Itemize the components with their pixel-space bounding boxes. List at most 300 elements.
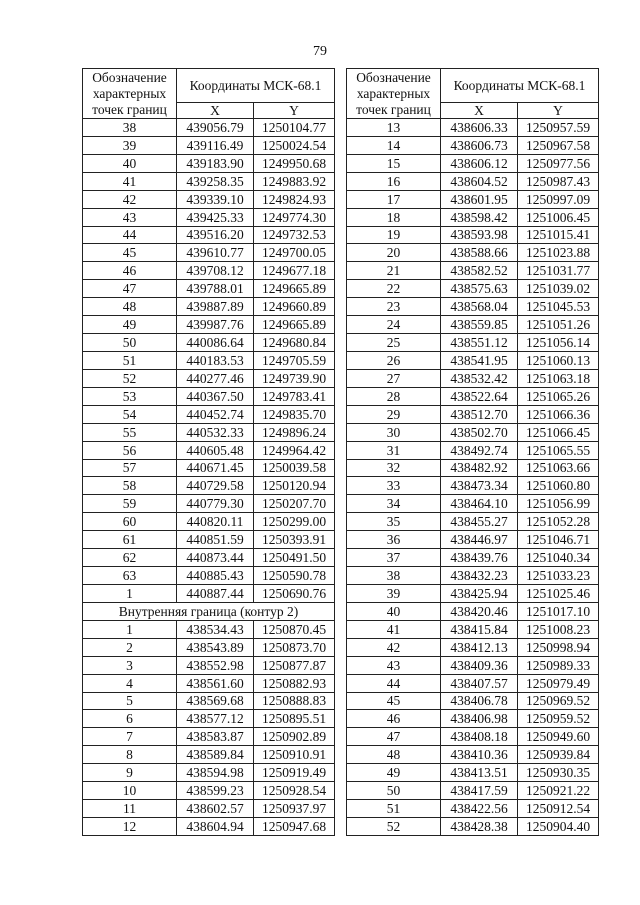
- point-id-cell: 10: [83, 782, 177, 800]
- y-coordinate-cell: 1251040.34: [518, 549, 599, 567]
- point-id-cell: 5: [83, 692, 177, 710]
- point-id-cell: 50: [347, 782, 441, 800]
- table-row: [83, 369, 335, 387]
- point-id-cell: 21: [347, 262, 441, 280]
- x-coordinate-cell: 438594.98: [177, 764, 254, 782]
- header-coords: Координаты МСК-68.1: [177, 69, 335, 103]
- table-row: [347, 423, 599, 441]
- point-id-cell: 49: [83, 316, 177, 334]
- table-row: [347, 764, 599, 782]
- point-id-cell: 28: [347, 387, 441, 405]
- point-id-cell: 57: [83, 459, 177, 477]
- table-row: [347, 728, 599, 746]
- table-row: [347, 477, 599, 495]
- point-id-cell: 36: [347, 531, 441, 549]
- y-coordinate-cell: 1251052.28: [518, 513, 599, 531]
- table-row: [347, 459, 599, 477]
- table-row: [83, 119, 335, 137]
- table-row: [347, 119, 599, 137]
- point-id-cell: 13: [347, 119, 441, 137]
- y-coordinate-cell: 1251065.55: [518, 441, 599, 459]
- point-id-cell: 15: [347, 154, 441, 172]
- table-row: [347, 746, 599, 764]
- point-id-cell: 59: [83, 495, 177, 513]
- y-coordinate-cell: 1251056.14: [518, 334, 599, 352]
- point-id-cell: 52: [83, 369, 177, 387]
- point-id-cell: 4: [83, 674, 177, 692]
- point-id-cell: 19: [347, 226, 441, 244]
- table-row: [83, 764, 335, 782]
- point-id-cell: 63: [83, 567, 177, 585]
- x-coordinate-cell: 438601.95: [441, 190, 518, 208]
- point-id-cell: 6: [83, 710, 177, 728]
- table-body-right: [347, 119, 599, 836]
- table-row: [83, 692, 335, 710]
- x-coordinate-cell: 438412.13: [441, 638, 518, 656]
- header-y: Y: [254, 103, 335, 119]
- point-id-cell: 37: [347, 549, 441, 567]
- table-row: [347, 154, 599, 172]
- point-id-cell: 27: [347, 369, 441, 387]
- x-coordinate-cell: 438464.10: [441, 495, 518, 513]
- x-coordinate-cell: 439258.35: [177, 172, 254, 190]
- x-coordinate-cell: 440887.44: [177, 584, 254, 602]
- x-coordinate-cell: 440452.74: [177, 405, 254, 423]
- point-id-cell: 51: [347, 800, 441, 818]
- table-row: [347, 334, 599, 352]
- table-row: [347, 513, 599, 531]
- y-coordinate-cell: 1251006.45: [518, 208, 599, 226]
- point-id-cell: 49: [347, 764, 441, 782]
- y-coordinate-cell: 1251023.88: [518, 244, 599, 262]
- table-row: [347, 136, 599, 154]
- y-coordinate-cell: 1251017.10: [518, 602, 599, 620]
- point-id-cell: 51: [83, 351, 177, 369]
- x-coordinate-cell: 438410.36: [441, 746, 518, 764]
- point-id-cell: 41: [83, 172, 177, 190]
- section-label: Внутренняя граница (контур 2): [83, 602, 335, 620]
- y-coordinate-cell: 1249665.89: [254, 280, 335, 298]
- point-id-cell: 42: [347, 638, 441, 656]
- table-row: [83, 351, 335, 369]
- y-coordinate-cell: 1251045.53: [518, 298, 599, 316]
- header-point: Обозначение характерных точек границ: [83, 69, 177, 119]
- table-row: [347, 817, 599, 835]
- y-coordinate-cell: 1251033.23: [518, 567, 599, 585]
- coordinates-table-right: [346, 68, 599, 836]
- y-coordinate-cell: 1250690.76: [254, 584, 335, 602]
- y-coordinate-cell: 1250902.89: [254, 728, 335, 746]
- header-x: X: [177, 103, 254, 119]
- point-id-cell: 39: [83, 136, 177, 154]
- point-id-cell: 43: [83, 208, 177, 226]
- page-number: 79: [313, 44, 327, 59]
- x-coordinate-cell: 439116.49: [177, 136, 254, 154]
- x-coordinate-cell: 440086.64: [177, 334, 254, 352]
- y-coordinate-cell: 1250979.49: [518, 674, 599, 692]
- y-coordinate-cell: 1250039.58: [254, 459, 335, 477]
- x-coordinate-cell: 438408.18: [441, 728, 518, 746]
- x-coordinate-cell: 438543.89: [177, 638, 254, 656]
- x-coordinate-cell: 440277.46: [177, 369, 254, 387]
- point-id-cell: 56: [83, 441, 177, 459]
- y-coordinate-cell: 1251063.66: [518, 459, 599, 477]
- point-id-cell: 31: [347, 441, 441, 459]
- y-coordinate-cell: 1249700.05: [254, 244, 335, 262]
- point-id-cell: 14: [347, 136, 441, 154]
- x-coordinate-cell: 438593.98: [441, 226, 518, 244]
- y-coordinate-cell: 1250957.59: [518, 119, 599, 137]
- table-row: [347, 226, 599, 244]
- point-id-cell: 22: [347, 280, 441, 298]
- table-row: [83, 656, 335, 674]
- table-row: [83, 190, 335, 208]
- x-coordinate-cell: 439610.77: [177, 244, 254, 262]
- x-coordinate-cell: 440873.44: [177, 549, 254, 567]
- table-row: [83, 441, 335, 459]
- point-id-cell: 46: [83, 262, 177, 280]
- point-id-cell: 38: [83, 119, 177, 137]
- x-coordinate-cell: 439788.01: [177, 280, 254, 298]
- y-coordinate-cell: 1250919.49: [254, 764, 335, 782]
- table-row: [347, 674, 599, 692]
- table-row: [347, 262, 599, 280]
- x-coordinate-cell: 438432.23: [441, 567, 518, 585]
- x-coordinate-cell: 438602.57: [177, 800, 254, 818]
- y-coordinate-cell: 1249896.24: [254, 423, 335, 441]
- y-coordinate-cell: 1250939.84: [518, 746, 599, 764]
- y-coordinate-cell: 1251060.13: [518, 351, 599, 369]
- y-coordinate-cell: 1250299.00: [254, 513, 335, 531]
- y-coordinate-cell: 1250928.54: [254, 782, 335, 800]
- y-coordinate-cell: 1250997.09: [518, 190, 599, 208]
- point-id-cell: 47: [347, 728, 441, 746]
- x-coordinate-cell: 438606.73: [441, 136, 518, 154]
- point-id-cell: 26: [347, 351, 441, 369]
- table-row: [347, 549, 599, 567]
- y-coordinate-cell: 1251066.36: [518, 405, 599, 423]
- table-row: [83, 674, 335, 692]
- x-coordinate-cell: 440183.53: [177, 351, 254, 369]
- point-id-cell: 1: [83, 620, 177, 638]
- y-coordinate-cell: 1249680.84: [254, 334, 335, 352]
- y-coordinate-cell: 1250895.51: [254, 710, 335, 728]
- table-row: [83, 531, 335, 549]
- point-id-cell: 45: [347, 692, 441, 710]
- x-coordinate-cell: 438589.84: [177, 746, 254, 764]
- point-id-cell: 54: [83, 405, 177, 423]
- y-coordinate-cell: 1250873.70: [254, 638, 335, 656]
- y-coordinate-cell: 1249774.30: [254, 208, 335, 226]
- x-coordinate-cell: 438417.59: [441, 782, 518, 800]
- y-coordinate-cell: 1250590.78: [254, 567, 335, 585]
- x-coordinate-cell: 440532.33: [177, 423, 254, 441]
- table-row: [83, 728, 335, 746]
- table-row: [83, 316, 335, 334]
- y-coordinate-cell: 1249883.92: [254, 172, 335, 190]
- y-coordinate-cell: 1251060.80: [518, 477, 599, 495]
- table-row: [83, 154, 335, 172]
- table-row: [83, 280, 335, 298]
- x-coordinate-cell: 438568.04: [441, 298, 518, 316]
- table-row: [347, 351, 599, 369]
- x-coordinate-cell: 438446.97: [441, 531, 518, 549]
- point-id-cell: 32: [347, 459, 441, 477]
- table-row: [347, 244, 599, 262]
- table-row: [83, 746, 335, 764]
- y-coordinate-cell: 1251015.41: [518, 226, 599, 244]
- point-id-cell: 25: [347, 334, 441, 352]
- table-row: [83, 226, 335, 244]
- coordinates-table-left: [82, 68, 335, 836]
- table-row: [83, 513, 335, 531]
- x-coordinate-cell: 438415.84: [441, 620, 518, 638]
- point-id-cell: 41: [347, 620, 441, 638]
- y-coordinate-cell: 1251039.02: [518, 280, 599, 298]
- table-row: [347, 692, 599, 710]
- table-row: [347, 531, 599, 549]
- table-row: [83, 817, 335, 835]
- table-row: [347, 208, 599, 226]
- point-id-cell: 40: [83, 154, 177, 172]
- point-id-cell: 42: [83, 190, 177, 208]
- y-coordinate-cell: 1249732.53: [254, 226, 335, 244]
- table-row: [347, 567, 599, 585]
- y-coordinate-cell: 1250207.70: [254, 495, 335, 513]
- y-coordinate-cell: 1249665.89: [254, 316, 335, 334]
- x-coordinate-cell: 438455.27: [441, 513, 518, 531]
- y-coordinate-cell: 1250959.52: [518, 710, 599, 728]
- y-coordinate-cell: 1249964.42: [254, 441, 335, 459]
- x-coordinate-cell: 440851.59: [177, 531, 254, 549]
- y-coordinate-cell: 1250882.93: [254, 674, 335, 692]
- y-coordinate-cell: 1250877.87: [254, 656, 335, 674]
- y-coordinate-cell: 1250998.94: [518, 638, 599, 656]
- x-coordinate-cell: 438575.63: [441, 280, 518, 298]
- point-id-cell: 55: [83, 423, 177, 441]
- x-coordinate-cell: 439708.12: [177, 262, 254, 280]
- table-row: [83, 477, 335, 495]
- point-id-cell: 35: [347, 513, 441, 531]
- y-coordinate-cell: 1251046.71: [518, 531, 599, 549]
- table-row: [347, 387, 599, 405]
- x-coordinate-cell: 438413.51: [441, 764, 518, 782]
- x-coordinate-cell: 438582.52: [441, 262, 518, 280]
- x-coordinate-cell: 438522.64: [441, 387, 518, 405]
- y-coordinate-cell: 1249824.93: [254, 190, 335, 208]
- header-coords: Координаты МСК-68.1: [441, 69, 599, 103]
- x-coordinate-cell: 440671.45: [177, 459, 254, 477]
- y-coordinate-cell: 1251056.99: [518, 495, 599, 513]
- y-coordinate-cell: 1251065.26: [518, 387, 599, 405]
- x-coordinate-cell: 439887.89: [177, 298, 254, 316]
- point-id-cell: 58: [83, 477, 177, 495]
- y-coordinate-cell: 1250969.52: [518, 692, 599, 710]
- y-coordinate-cell: 1250937.97: [254, 800, 335, 818]
- y-coordinate-cell: 1250977.56: [518, 154, 599, 172]
- x-coordinate-cell: 438407.57: [441, 674, 518, 692]
- table-row: [83, 334, 335, 352]
- point-id-cell: 43: [347, 656, 441, 674]
- table-row: [347, 638, 599, 656]
- x-coordinate-cell: 439056.79: [177, 119, 254, 137]
- header-point: Обозначение характерных точек границ: [347, 69, 441, 119]
- table-row: [347, 584, 599, 602]
- point-id-cell: 33: [347, 477, 441, 495]
- x-coordinate-cell: 439987.76: [177, 316, 254, 334]
- point-id-cell: 24: [347, 316, 441, 334]
- table-row: [83, 172, 335, 190]
- point-id-cell: 7: [83, 728, 177, 746]
- table-row: [83, 495, 335, 513]
- point-id-cell: 45: [83, 244, 177, 262]
- point-id-cell: 29: [347, 405, 441, 423]
- point-id-cell: 12: [83, 817, 177, 835]
- point-id-cell: 11: [83, 800, 177, 818]
- x-coordinate-cell: 440605.48: [177, 441, 254, 459]
- table-row: [347, 405, 599, 423]
- table-row: [83, 620, 335, 638]
- table-row: [347, 190, 599, 208]
- x-coordinate-cell: 438583.87: [177, 728, 254, 746]
- x-coordinate-cell: 438604.52: [441, 172, 518, 190]
- table-row: [347, 782, 599, 800]
- x-coordinate-cell: 439516.20: [177, 226, 254, 244]
- table-row: [347, 800, 599, 818]
- point-id-cell: 40: [347, 602, 441, 620]
- y-coordinate-cell: 1250921.22: [518, 782, 599, 800]
- header-y: Y: [518, 103, 599, 119]
- y-coordinate-cell: 1251008.23: [518, 620, 599, 638]
- table-row: [83, 567, 335, 585]
- table-row: [83, 244, 335, 262]
- x-coordinate-cell: 438425.94: [441, 584, 518, 602]
- x-coordinate-cell: 438422.56: [441, 800, 518, 818]
- point-id-cell: 52: [347, 817, 441, 835]
- table-row: [83, 387, 335, 405]
- y-coordinate-cell: 1249739.90: [254, 369, 335, 387]
- table-row: [347, 369, 599, 387]
- x-coordinate-cell: 440729.58: [177, 477, 254, 495]
- x-coordinate-cell: 438534.43: [177, 620, 254, 638]
- x-coordinate-cell: 438606.33: [441, 119, 518, 137]
- x-coordinate-cell: 438569.68: [177, 692, 254, 710]
- table-row: [83, 298, 335, 316]
- table-row: [347, 656, 599, 674]
- point-id-cell: 39: [347, 584, 441, 602]
- table-row: [83, 638, 335, 656]
- point-id-cell: 46: [347, 710, 441, 728]
- table-row: [83, 459, 335, 477]
- y-coordinate-cell: 1249705.59: [254, 351, 335, 369]
- x-coordinate-cell: 438409.36: [441, 656, 518, 674]
- section-row: [83, 602, 335, 620]
- x-coordinate-cell: 438604.94: [177, 817, 254, 835]
- x-coordinate-cell: 438492.74: [441, 441, 518, 459]
- y-coordinate-cell: 1249677.18: [254, 262, 335, 280]
- x-coordinate-cell: 438599.23: [177, 782, 254, 800]
- x-coordinate-cell: 438512.70: [441, 405, 518, 423]
- table-row: [347, 710, 599, 728]
- point-id-cell: 48: [347, 746, 441, 764]
- point-id-cell: 3: [83, 656, 177, 674]
- y-coordinate-cell: 1249783.41: [254, 387, 335, 405]
- point-id-cell: 2: [83, 638, 177, 656]
- table-row: [83, 423, 335, 441]
- y-coordinate-cell: 1250930.35: [518, 764, 599, 782]
- x-coordinate-cell: 438428.38: [441, 817, 518, 835]
- y-coordinate-cell: 1251066.45: [518, 423, 599, 441]
- y-coordinate-cell: 1249950.68: [254, 154, 335, 172]
- x-coordinate-cell: 438577.12: [177, 710, 254, 728]
- y-coordinate-cell: 1249660.89: [254, 298, 335, 316]
- table-row: [347, 620, 599, 638]
- y-coordinate-cell: 1250989.33: [518, 656, 599, 674]
- x-coordinate-cell: 438482.92: [441, 459, 518, 477]
- point-id-cell: 23: [347, 298, 441, 316]
- table-row: [347, 316, 599, 334]
- point-id-cell: 60: [83, 513, 177, 531]
- point-id-cell: 17: [347, 190, 441, 208]
- y-coordinate-cell: 1250024.54: [254, 136, 335, 154]
- table-row: [83, 710, 335, 728]
- point-id-cell: 44: [347, 674, 441, 692]
- x-coordinate-cell: 438551.12: [441, 334, 518, 352]
- point-id-cell: 47: [83, 280, 177, 298]
- y-coordinate-cell: 1250888.83: [254, 692, 335, 710]
- x-coordinate-cell: 438406.98: [441, 710, 518, 728]
- x-coordinate-cell: 438532.42: [441, 369, 518, 387]
- y-coordinate-cell: 1250870.45: [254, 620, 335, 638]
- table-row: [347, 298, 599, 316]
- x-coordinate-cell: 439183.90: [177, 154, 254, 172]
- x-coordinate-cell: 438606.12: [441, 154, 518, 172]
- point-id-cell: 30: [347, 423, 441, 441]
- table-row: [83, 208, 335, 226]
- point-id-cell: 50: [83, 334, 177, 352]
- point-id-cell: 1: [83, 584, 177, 602]
- y-coordinate-cell: 1250947.68: [254, 817, 335, 835]
- point-id-cell: 61: [83, 531, 177, 549]
- x-coordinate-cell: 438406.78: [441, 692, 518, 710]
- point-id-cell: 8: [83, 746, 177, 764]
- x-coordinate-cell: 438420.46: [441, 602, 518, 620]
- table-row: [83, 584, 335, 602]
- table-row: [347, 602, 599, 620]
- table-row: [83, 782, 335, 800]
- table-body-left: [83, 119, 335, 836]
- x-coordinate-cell: 438588.66: [441, 244, 518, 262]
- x-coordinate-cell: 438598.42: [441, 208, 518, 226]
- y-coordinate-cell: 1250904.40: [518, 817, 599, 835]
- x-coordinate-cell: 440885.43: [177, 567, 254, 585]
- x-coordinate-cell: 438439.76: [441, 549, 518, 567]
- y-coordinate-cell: 1251051.26: [518, 316, 599, 334]
- y-coordinate-cell: 1250949.60: [518, 728, 599, 746]
- y-coordinate-cell: 1250104.77: [254, 119, 335, 137]
- point-id-cell: 38: [347, 567, 441, 585]
- x-coordinate-cell: 438473.34: [441, 477, 518, 495]
- x-coordinate-cell: 440820.11: [177, 513, 254, 531]
- table-row: [347, 280, 599, 298]
- y-coordinate-cell: 1250987.43: [518, 172, 599, 190]
- x-coordinate-cell: 440367.50: [177, 387, 254, 405]
- y-coordinate-cell: 1251063.18: [518, 369, 599, 387]
- table-row: [83, 136, 335, 154]
- table-row: [83, 262, 335, 280]
- point-id-cell: 34: [347, 495, 441, 513]
- x-coordinate-cell: 440779.30: [177, 495, 254, 513]
